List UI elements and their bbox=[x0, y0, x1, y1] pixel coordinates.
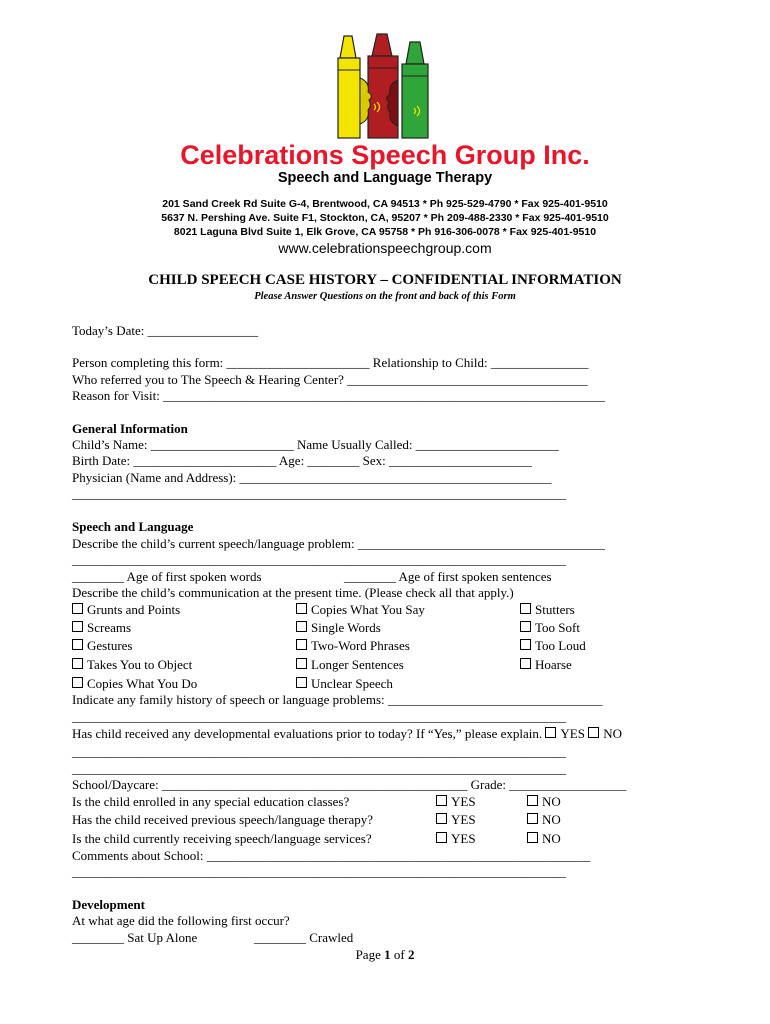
childs-name-field[interactable]: Child’s Name: ______________________ Name Usually Called: ______________________ bbox=[72, 437, 559, 452]
checkbox-option[interactable]: Too Soft bbox=[520, 620, 580, 636]
checkbox[interactable] bbox=[72, 677, 83, 688]
speech-problem-field[interactable]: Describe the child’s current speech/language problem: ______________________________________ bbox=[72, 536, 605, 551]
todays-date-field[interactable]: Today’s Date: _________________ bbox=[72, 323, 259, 338]
checkbox[interactable] bbox=[527, 813, 538, 824]
website-link[interactable]: www.celebrationspeechgroup.com bbox=[278, 240, 492, 256]
crawled-field[interactable]: ________ Crawled bbox=[254, 930, 354, 945]
evaluations-question: Has child received any developmental evaluations prior to today? If “Yes,” please explain. YES NO bbox=[72, 726, 622, 741]
checkbox[interactable] bbox=[436, 795, 447, 806]
checkbox[interactable] bbox=[436, 813, 447, 824]
first-words-field[interactable]: ________ Age of first spoken words bbox=[72, 569, 262, 584]
checkbox[interactable] bbox=[296, 658, 307, 669]
no-checkbox[interactable] bbox=[588, 727, 599, 738]
checkbox[interactable] bbox=[72, 658, 83, 669]
school-comments-field-continued[interactable]: ____________________________________________________________________________ bbox=[72, 864, 566, 879]
checkbox-option[interactable]: Copies What You Do bbox=[72, 676, 197, 692]
development-heading: Development bbox=[72, 897, 145, 912]
general-info-heading: General Information bbox=[72, 421, 188, 436]
checkbox-option[interactable]: Gestures bbox=[72, 638, 133, 654]
checkbox[interactable] bbox=[527, 795, 538, 806]
checkbox-option[interactable]: Stutters bbox=[520, 602, 575, 618]
referred-by-field[interactable]: Who referred you to The Speech & Hearing Center? _____________________________________ bbox=[72, 372, 588, 387]
reason-for-visit-field[interactable]: Reason for Visit: ____________________________________________________________________ bbox=[72, 388, 606, 403]
communication-instructions: Describe the child’s communication at the present time. (Please check all that apply.) bbox=[72, 585, 514, 600]
checkbox[interactable] bbox=[72, 639, 83, 650]
address-line: 8021 Laguna Blvd Suite 1, Elk Grove, CA 95758 * Ph 916-306-0078 * Fax 925-401-9510 bbox=[173, 226, 597, 238]
evaluations-explain-field-continued[interactable]: ____________________________________________________________________________ bbox=[72, 761, 566, 776]
checkbox-option[interactable]: Takes You to Object bbox=[72, 657, 192, 673]
development-question: At what age did the following first occur? bbox=[72, 913, 290, 928]
yes-checkbox[interactable] bbox=[545, 727, 556, 738]
checkbox-option[interactable]: Longer Sentences bbox=[296, 657, 404, 673]
checkbox-option[interactable]: Hoarse bbox=[520, 657, 572, 673]
current-services-yes[interactable]: YES bbox=[436, 831, 476, 847]
checkbox[interactable] bbox=[72, 603, 83, 614]
checkbox-option[interactable]: Two-Word Phrases bbox=[296, 638, 410, 654]
previous-therapy-no[interactable]: NO bbox=[527, 812, 561, 828]
current-services-no[interactable]: NO bbox=[527, 831, 561, 847]
checkbox-option[interactable]: Screams bbox=[72, 620, 131, 636]
checkbox[interactable] bbox=[296, 603, 307, 614]
company-name: Celebrations Speech Group Inc. bbox=[180, 140, 590, 170]
checkbox-option[interactable]: Unclear Speech bbox=[296, 676, 393, 692]
checkbox-option[interactable]: Too Loud bbox=[520, 638, 586, 654]
checkbox-option[interactable]: Single Words bbox=[296, 620, 381, 636]
checkbox[interactable] bbox=[520, 621, 531, 632]
school-comments-field[interactable]: Comments about School: ___________________________________________________________ bbox=[72, 848, 591, 863]
checkbox[interactable] bbox=[520, 639, 531, 650]
checkbox-option[interactable]: Grunts and Points bbox=[72, 602, 180, 618]
school-daycare-field[interactable]: School/Daycare: _______________________________________________ Grade: __________________ bbox=[72, 777, 627, 792]
checkbox[interactable] bbox=[72, 621, 83, 632]
family-history-field-continued[interactable]: ____________________________________________________________________________ bbox=[72, 709, 566, 724]
speech-language-heading: Speech and Language bbox=[72, 519, 194, 534]
checkbox[interactable] bbox=[296, 639, 307, 650]
evaluations-explain-field[interactable]: ____________________________________________________________________________ bbox=[72, 744, 566, 759]
form-title: CHILD SPEECH CASE HISTORY – CONFIDENTIAL INFORMATION bbox=[148, 272, 622, 288]
company-subtitle: Speech and Language Therapy bbox=[277, 170, 493, 186]
address-line: 201 Sand Creek Rd Suite G-4, Brentwood, CA 94513 * Ph 925-529-4790 * Fax 925-401-9510 bbox=[162, 198, 608, 210]
page-indicator: Page 1 of 2 bbox=[355, 947, 415, 962]
speech-problem-field-continued[interactable]: ____________________________________________________________________________ bbox=[72, 552, 566, 567]
checkbox[interactable] bbox=[520, 658, 531, 669]
special-ed-yes[interactable]: YES bbox=[436, 794, 476, 810]
physician-field-continued[interactable]: ____________________________________________________________________________ bbox=[72, 486, 566, 501]
previous-therapy-question: Has the child received previous speech/language therapy? bbox=[72, 812, 374, 827]
checkbox[interactable] bbox=[436, 832, 447, 843]
previous-therapy-yes[interactable]: YES bbox=[436, 812, 476, 828]
checkbox[interactable] bbox=[296, 621, 307, 632]
checkbox[interactable] bbox=[296, 677, 307, 688]
special-ed-no[interactable]: NO bbox=[527, 794, 561, 810]
sat-up-field[interactable]: ________ Sat Up Alone bbox=[72, 930, 198, 945]
checkbox[interactable] bbox=[527, 832, 538, 843]
crayons-logo bbox=[332, 30, 436, 140]
physician-field[interactable]: Physician (Name and Address): ________________________________________________ bbox=[72, 470, 552, 485]
special-ed-question: Is the child enrolled in any special education classes? bbox=[72, 794, 350, 809]
current-services-question: Is the child currently receiving speech/language services? bbox=[72, 831, 372, 846]
family-history-field[interactable]: Indicate any family history of speech or language problems: _________________________________ bbox=[72, 692, 603, 707]
person-completing-field[interactable]: Person completing this form: ______________________ Relationship to Child: _______________ bbox=[72, 355, 589, 370]
birth-date-field[interactable]: Birth Date: ______________________ Age: ________ Sex: ______________________ bbox=[72, 453, 533, 468]
first-sentences-field[interactable]: ________ Age of first spoken sentences bbox=[344, 569, 552, 584]
checkbox-option[interactable]: Copies What You Say bbox=[296, 602, 425, 618]
form-note: Please Answer Questions on the front and back of this Form bbox=[254, 291, 516, 302]
checkbox[interactable] bbox=[520, 603, 531, 614]
address-line: 5637 N. Pershing Ave. Suite F1, Stockton, CA, 95207 * Ph 209-488-2330 * Fax 925-401-9510 bbox=[161, 212, 609, 224]
